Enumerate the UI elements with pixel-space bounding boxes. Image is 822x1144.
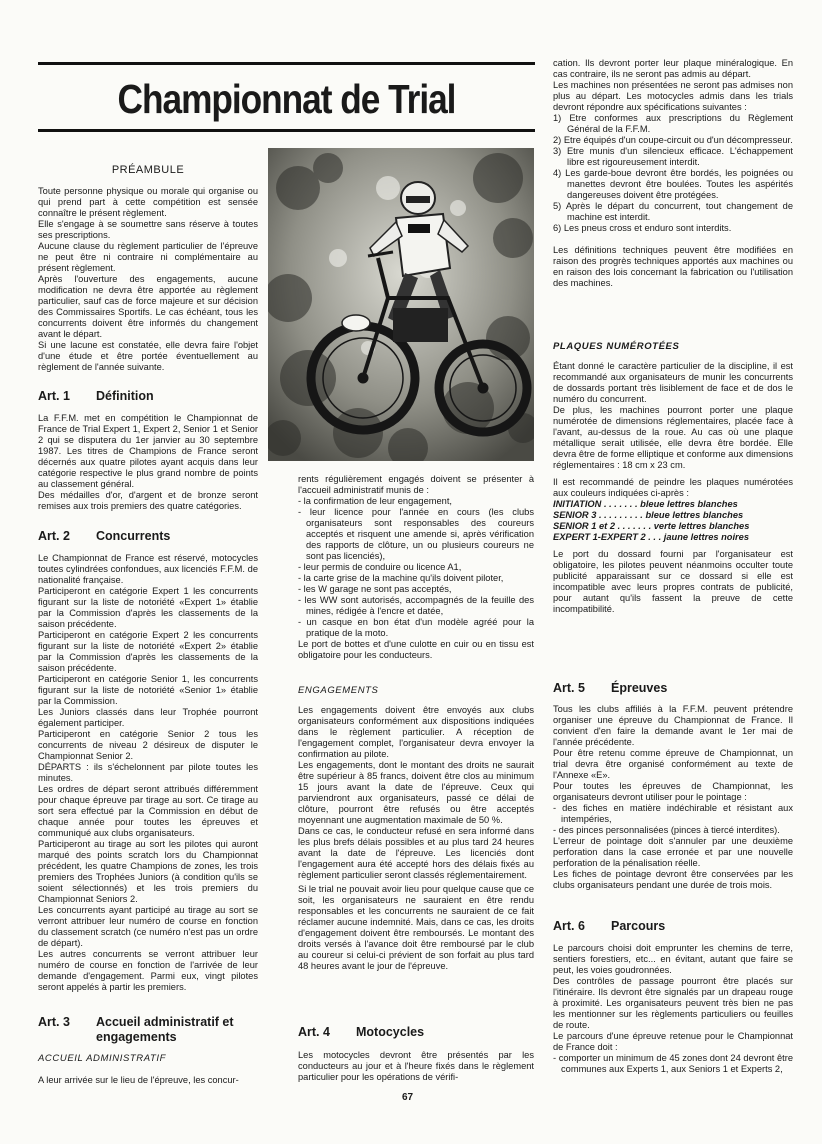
plaques-paragraph: Étant donné le caractère particulier de la discipline, il est recommandé aux organisateurs de munir les concurrents de dossards portant très lisiblement de face et de dos le numéro du concurrent. — [553, 361, 793, 404]
plate-category: SENIOR 1 et 2 . . . . . . . — [553, 521, 652, 531]
preambule-paragraph: Aucune clause du règlement particulier de l'épreuve ne peut être ni contraire ni complémentaire au présent règlement. — [38, 241, 258, 273]
list-item: 1) Etre conformes aux prescriptions du Règlement Général de la F.F.M. — [553, 113, 793, 134]
trial-rider-photo — [268, 148, 534, 461]
art2-heading — [38, 529, 258, 544]
plate-category: INITIATION . . . . . . . — [553, 499, 638, 509]
art4-col3-text — [553, 58, 793, 289]
art2-paragraph: Participeront en catégorie Senior 1, les concurrents figurant sur la liste de notoriété «Senior 1» établie par la Commission. — [38, 674, 258, 706]
art2-paragraph: Les autres concurrents se verront attribuer leur numéro de course en fonction de l'arrivée de leur demande d'engagement. Parmi eux, vingt pilotes seront appelés à partir les premiers. — [38, 949, 258, 992]
list-item: - un casque en bon état d'un modèle agréé pour la pratique de la moto. — [298, 617, 534, 638]
art3-title-line1: Accueil administratif et — [96, 1015, 234, 1029]
plate-category: EXPERT 1-EXPERT 2 . . . — [553, 532, 662, 542]
art5-after: L'erreur de pointage doit s'annuler par une deuxième perforation dans la case erronée et par une nouvelle perforation de la pénalisation réelle. — [553, 836, 793, 868]
plate-color: jaune lettres noires — [663, 532, 750, 542]
art2-title: Concurrents — [96, 529, 171, 543]
engagements-paragraph: Dans ce cas, le conducteur refusé en sera informé dans les plus brefs délais possibles et au plus tard 24 heures avant la date de l'épreuve. Les licenciés dont l'engagement aura été accepté hors des délais fixés au règlement particulier seront classés réglementairement. — [298, 826, 534, 880]
list-item: - leur licence pour l'année en cours (les clubs organisateurs sont responsables des coureurs acceptés et risquent une amende si, après vérification des rapports de clôture, un ou plusieurs coureurs ne sont pas licenciés), — [298, 507, 534, 561]
art6-heading — [553, 919, 793, 934]
plate-colors-table — [553, 499, 793, 543]
preambule-paragraph: Si une lacune est constatée, elle devra faire l'objet d'une étude et être portée éventuellement au règlement de l'année suivante. — [38, 340, 258, 372]
preambule-paragraph: Elle s'engage à se soumettre sans réserve à toutes ses prescriptions. — [38, 219, 258, 240]
plate-color-row — [553, 499, 793, 510]
plaques-paragraph: Il est recommandé de peindre les plaques numérotées aux couleurs indiquées ci-après : — [553, 477, 793, 498]
plate-category: SENIOR 3 . . . . . . . . . — [553, 510, 643, 520]
art3-number: Art. 3 — [38, 1015, 70, 1029]
art5-paragraph: Pour être retenu comme épreuve de Championnat, un trial devra être organisé conformément au texte de l'Annexe «E». — [553, 748, 793, 780]
plaques-text — [553, 361, 793, 615]
art2-text — [38, 553, 258, 993]
art5-list — [553, 803, 793, 836]
art2-paragraph: Participeront en catégorie Expert 1 les concurrents figurant sur la liste de notoriété «Expert 1» établie par la Commission d'après les classements de la saison précédente. — [38, 586, 258, 629]
art6-text — [553, 943, 793, 1075]
art5-text — [553, 704, 793, 891]
art4-col2-text: Les motocycles devront être présentés par les conducteurs au jour et à l'heure fixés dans le règlement particulier pour les opérations de vérifi- — [298, 1050, 534, 1082]
art5-number: Art. 5 — [553, 681, 585, 695]
art2-paragraph: Les ordres de départ seront attribués différemment pour chaque épreuve par tirage au sort. Ce tirage au sort sera effectué par la Commission en début de chaque année pour toutes les épreuves et communiqué aux clubs organisateurs. — [38, 784, 258, 838]
art6-list — [553, 1053, 793, 1075]
art3-heading — [38, 1015, 263, 1045]
art5-paragraph: Pour toutes les épreuves de Championnat, les organisateurs devront utiliser pour le pointage : — [553, 781, 793, 802]
art4-title: Motocycles — [356, 1025, 425, 1039]
art5-heading — [553, 681, 793, 696]
list-item: - des pinces personnalisées (pinces à tiercé interdites). — [553, 825, 780, 835]
art3-after-list: Le port de bottes et d'une culotte en cuir ou en tissu est obligatoire pour les conducteurs. — [298, 639, 534, 660]
preambule-heading: PRÉAMBULE — [111, 164, 185, 176]
plaques-subheading: PLAQUES NUMÉROTÉES — [553, 341, 680, 352]
page-title: Championnat de Trial — [117, 76, 456, 122]
art6-number: Art. 6 — [553, 919, 585, 933]
list-item: - les W garage ne sont pas acceptés, — [298, 584, 452, 594]
plaques-paragraph: De plus, les machines pourront porter une plaque numérotée de dimensions réglementaires, placée face à l'avant, au-dessus de la roue. Au cas où une plaque métallique serait utilisée, elle devra être bordée. Elle devra être de forme elliptique et conforme aux dimensions réglementaires : 18 cm x 23 cm. — [553, 405, 793, 470]
art4-paragraph: Les machines non présentées ne seront pas admises non plus au départ. Les motocycles admis dans les trials devront répondre aux spécifications suivantes : — [553, 80, 793, 112]
list-item: - comporter un minimum de 45 zones dont 24 devront être communes aux Experts 1, aux Seniors 1 et Experts 2, — [553, 1053, 793, 1074]
art2-paragraph: Participeront au tirage au sort les pilotes qui auront marqué des points scratch lors du Championnat précédent, les quatre Champions de zones, les trois premiers des Trophées Juniors (à condition qu'ils se soient sélectionnés) et les trois premiers du Championnat Seniors 2. — [38, 839, 258, 904]
art1-number: Art. 1 — [38, 389, 70, 403]
engagements-text — [298, 705, 534, 972]
accueil-subheading: ACCUEIL ADMINISTRATIF — [38, 1053, 167, 1064]
art2-paragraph: Les concurrents ayant participé au tirage au sort se verront attribuer leur numéro de course en fonction du classement scratch (ce numéro n'est pas un ordre de départ). — [38, 905, 258, 948]
list-item: - des fiches en matière indéchirable et résistant aux intempéries, — [553, 803, 793, 824]
plate-color: verte lettres blanches — [653, 521, 750, 531]
plate-color: bleue lettres blanches — [640, 499, 738, 509]
list-item: 6) Les pneus cross et enduro sont interdits. — [553, 223, 732, 233]
art2-paragraph: Participeront en catégorie Senior 2 tous les concurrents de niveau 2 désireux de disputer le Championnat Senior 2. — [38, 729, 258, 761]
art3-col2-text — [298, 474, 534, 661]
list-item: - leur permis de conduire ou licence A1, — [298, 562, 462, 572]
art4-spec-list — [553, 113, 793, 234]
art4-continuation: cation. Ils devront porter leur plaque minéralogique. En cas contraire, ils ne seront pas admis au départ. — [553, 58, 793, 79]
engagements-paragraph: Les engagements, dont le montant des droits ne saurait être supérieur à 85 francs, doivent être clos au minimum 15 jours avant la date de l'épreuve. Ceux qui parviendront aux organisateurs, passé ce délai de clôture, pourront être refusés ou être acceptés moyennant une augmentation maximale de 50 %. — [298, 760, 534, 825]
title-rule-top — [38, 62, 535, 65]
preambule-text — [38, 186, 258, 373]
art3-required-list — [298, 496, 534, 639]
art6-paragraph: Des contrôles de passage pourront être placés sur l'itinéraire. Ils devront être signalés par un drapeau rouge à proximité. Les organisateurs peuvent très bien ne pas les mentionner sur les règlements particuliers ou feuilles de route. — [553, 976, 793, 1030]
art6-paragraph: Le parcours choisi doit emprunter les chemins de terre, sentiers forestiers, etc... en évitant, autant que faire se peut, les voies goudronnées. — [553, 943, 793, 975]
engagements-paragraph: Les engagements doivent être envoyés aux clubs organisateurs conformément aux dispositions indiquées dans le règlement particulier. A réception de l'engagement complet, l'organisateur devra envoyer la confirmation au pilote. — [298, 705, 534, 759]
art1-paragraph: La F.F.M. met en compétition le Championnat de France de Trial Expert 1, Expert 2, Senior 1 et Senior 2 qui se disputera du 1er janvier au 30 septembre 1987. Les titres de Champions de France seront décernés aux quatre pilotes ayant acquis dans leur catégorie respective le plus grand nombre de points au classement général. — [38, 413, 258, 489]
list-item: - la carte grise de la machine qu'ils doivent piloter, — [298, 573, 504, 583]
art5-paragraph: Tous les clubs affiliés à la F.F.M. peuvent prétendre organiser une épreuve du Championnat de France. Il convient d'en faire la demande avant le 1er mai de l'année précédente. — [553, 704, 793, 747]
art1-text — [38, 413, 258, 512]
list-item: 2) Etre équipés d'un coupe-circuit ou d'un décompresseur. — [553, 135, 793, 145]
art4-heading — [298, 1025, 534, 1040]
preambule-paragraph: Toute personne physique ou morale qui organise ou qui prend part à cette compétition est sensée connaître le présent règlement. — [38, 186, 258, 218]
art1-paragraph: Des médailles d'or, d'argent et de bronze seront remises aux trois premiers des quatre catégories. — [38, 490, 258, 511]
art4-number: Art. 4 — [298, 1025, 330, 1039]
art3-intro: rents régulièrement engagés doivent se présenter à l'accueil administratif munis de : — [298, 474, 534, 495]
plate-color-row — [553, 521, 793, 532]
list-item: - les WW sont autorisés, accompagnés de la feuille des mines, rédigée à l'encre et datée, — [298, 595, 534, 616]
engagements-subheading: ENGAGEMENTS — [298, 685, 379, 696]
art2-paragraph: Participeront en catégorie Expert 2 les concurrents figurant sur la liste de notoriété «Expert 2» établie par la Commission d'après les classements de la saison précédente. — [38, 630, 258, 673]
art5-after: Les fiches de pointage devront être conservées par les clubs organisateurs pendant une durée de trois mois. — [553, 869, 793, 890]
art2-paragraph: Le Championnat de France est réservé, motocycles toutes cylindrées confondues, aux licenciés F.F.M. de nationalité française. — [38, 553, 258, 585]
list-item: 5) Après le départ du concurrent, tout changement de machine est interdit. — [553, 201, 793, 222]
list-item: 4) Les garde-boue devront être bordés, les poignées ou manettes devront être boulées. Toutes les aspérités dangereuses doivent être protégées. — [553, 168, 793, 200]
plate-color: bleue lettres blanches — [645, 510, 744, 520]
art4-after-list: Les définitions techniques peuvent être modifiées en raison des progrès techniques apportés aux machines ou en raison des lois concernant la fabrication ou l'utilisation des machines. — [553, 245, 793, 288]
page-number: 67 — [402, 1092, 414, 1103]
plate-color-row — [553, 510, 793, 521]
engagements-paragraph: Si le trial ne pouvait avoir lieu pour quelque cause que ce soit, les organisateurs ne sauraient en être rendu responsables et les concurrents ne sauraient de ce fait réclamer aucune indemnité. Mais, dans ce cas, les droits d'engagement doivent être remboursés. Le montant des droits versés à l'avance doit être remboursé par le club au coureur si celui-ci prévient de son forfait au plus tard 48 heures avant le jour de l'épreuve. — [298, 884, 534, 971]
art3-col1-text: A leur arrivée sur le lieu de l'épreuve, les concur- — [38, 1075, 239, 1085]
art1-heading — [38, 389, 258, 404]
list-item: 3) Etre munis d'un silencieux efficace. L'échappement libre est rigoureusement interdit. — [553, 146, 793, 167]
art2-paragraph: DÉPARTS : ils s'échelonnent par pilote toutes les minutes. — [38, 762, 258, 783]
art6-title: Parcours — [611, 919, 666, 933]
art2-number: Art. 2 — [38, 529, 70, 543]
art1-title: Définition — [96, 389, 154, 403]
art3-title-line2: engagements — [96, 1030, 177, 1044]
plaques-after: Le port du dossard fourni par l'organisateur est obligatoire, les pilotes peuvent néanmoins occulter toute publicité apparaissant sur ce dossard si elle est incompatible avec leurs propres contrats de publicité, pour autant qu'ils fassent la preuve de cette incompatibilité. — [553, 549, 793, 614]
art6-paragraph: Le parcours d'une épreuve retenue pour le Championnat de France doit : — [553, 1031, 793, 1052]
list-item: - la confirmation de leur engagement, — [298, 496, 453, 506]
title-rule-bottom — [38, 129, 535, 132]
art5-title: Épreuves — [611, 681, 668, 695]
plate-color-row — [553, 532, 793, 543]
art2-paragraph: Les Juniors classés dans leur Trophée pourront également participer. — [38, 707, 258, 728]
preambule-paragraph: Après l'ouverture des engagements, aucune modification ne devra être apportée au règlement particulier, sauf cas de force majeure et sur décision des Commissaires Sportifs. Le cas échéant, tous les concurrents doivent être informés du changement avant le départ. — [38, 274, 258, 339]
